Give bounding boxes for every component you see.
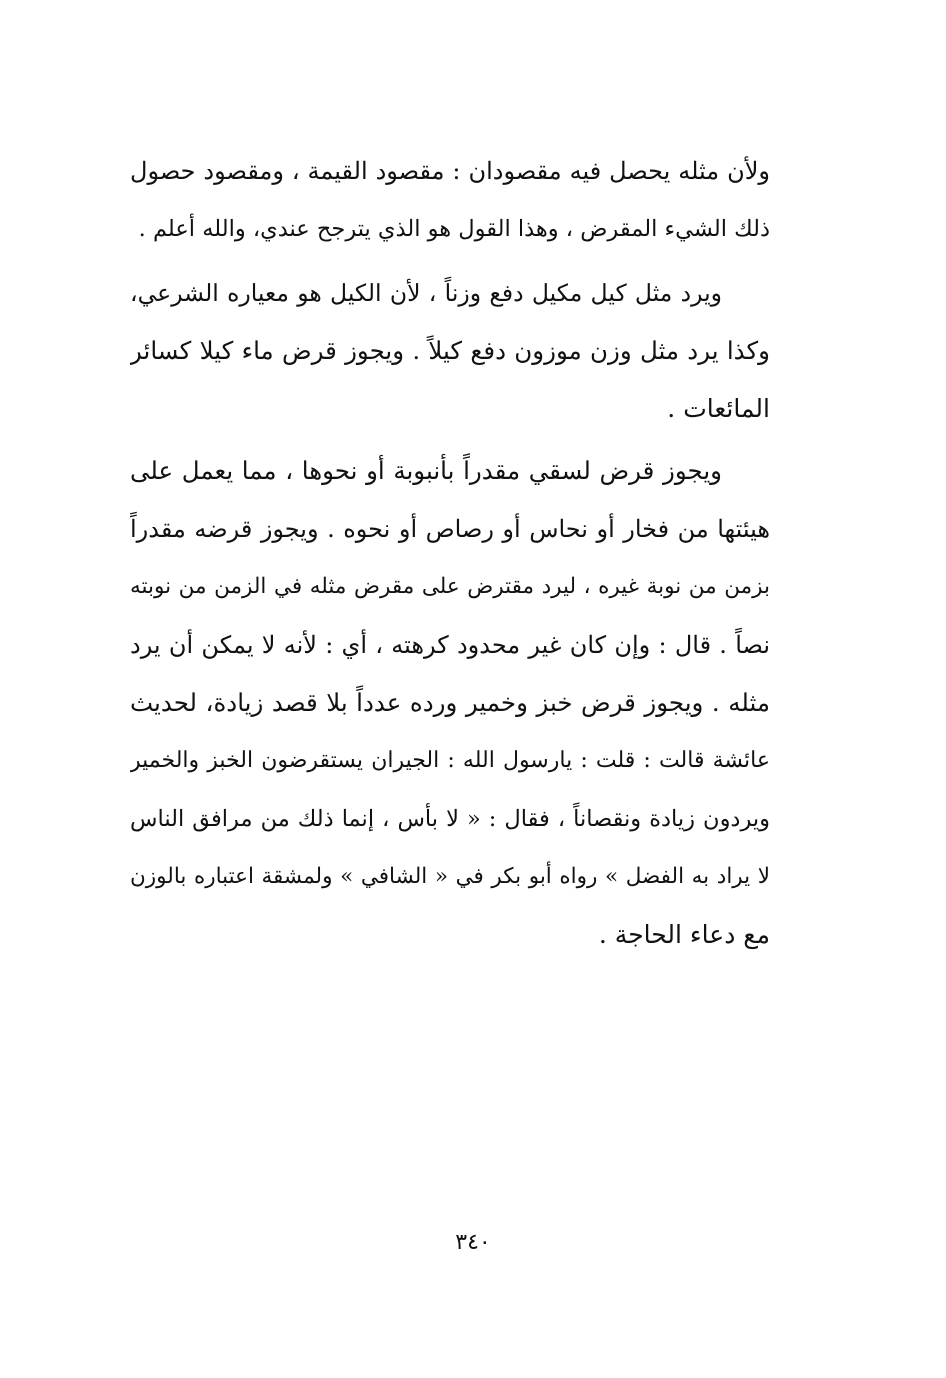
text-line: ولأن مثله يحصل فيه مقصودان : مقصود القيمة ، ومقصود حصول [130,157,770,185]
text-line: ويرد مثل كيل مكيل دفع وزناً ، لأن الكيل هو معياره الشرعي، [130,279,722,307]
text-line: ذلك الشيء المقرض ، وهذا القول هو الذي يترجح عندي، والله أعلم . [138,216,770,242]
text-line: عائشة قالت : قلت : يارسول الله : الجيران يستقرضون الخبز والخمير [130,748,770,773]
text-line: نصاً . قال : وإن كان غير محدود كرهته ، أي : لأنه لا يمكن أن يرد [130,631,770,659]
text-line: لا يراد به الفضل » رواه أبو بكر في « الشافي » ولمشقة اعتباره بالوزن [130,864,770,889]
text-line: ويردون زيادة ونقصاناً ، فقال : « لا بأس ، إنما ذلك من مرافق الناس [130,806,770,832]
paragraph-1 [130,142,770,258]
text-line: بزمن من نوبة غيره ، ليرد مقترض على مقرض مثله في الزمن من نوبته [130,574,770,599]
text-line: مع دعاء الحاجة . [598,920,770,949]
text-line: مثله . ويجوز قرض خبز وخمير ورده عدداً بلا قصد زيادة، لحديث [130,688,770,717]
text-line: ويجوز قرض لسقي مقدراً بأنبوبة أو نحوها ، مما يعمل على [130,456,722,485]
text-line: وكذا يرد مثل وزن موزون دفع كيلاً . ويجوز قرض ماء كيلا كسائر [130,336,770,365]
text-line: هيئتها من فخار أو نحاس أو رصاص أو نحوه . ويجوز قرضه مقدراً [130,515,770,543]
page-number: ٣٤٠ [455,1230,491,1255]
paragraph-2 [130,264,770,438]
paragraph-3 [130,442,770,964]
text-line: المائعات . [667,394,770,423]
